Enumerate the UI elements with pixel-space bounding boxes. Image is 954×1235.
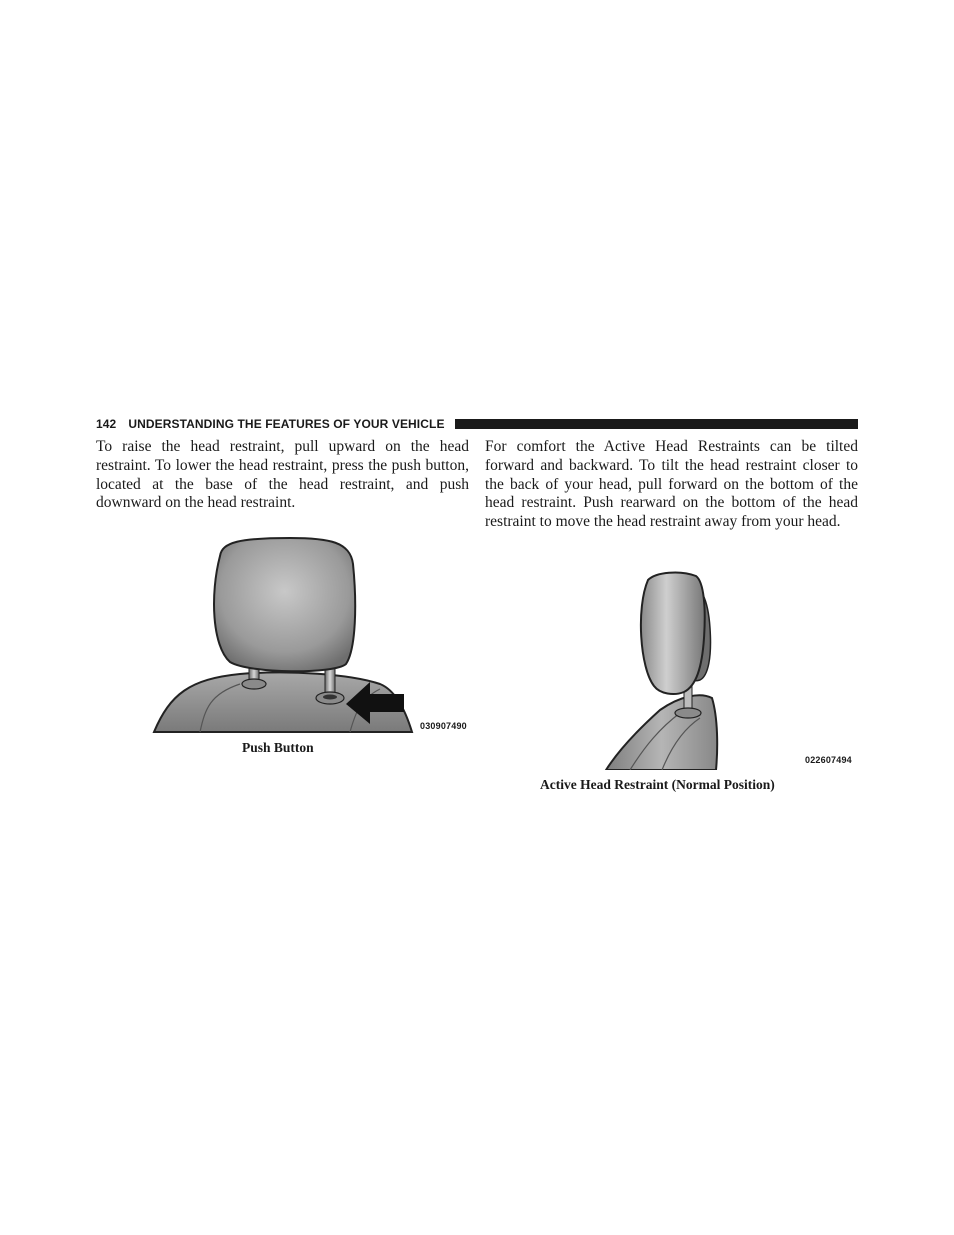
- page-header: [96, 416, 858, 432]
- figure-caption: Active Head Restraint (Normal Position): [540, 777, 775, 792]
- seat-back: [606, 695, 717, 770]
- head-restraint: [214, 538, 355, 671]
- section-title: UNDERSTANDING THE FEATURES OF YOUR VEHICLE: [128, 417, 445, 431]
- left-paragraph: To raise the head restraint, pull upward on the head restraint. To lower the head restraint, press the push button, located at the base of the head restraint, and push downward on the head restraint.: [96, 438, 469, 512]
- active-head-restraint-illustration: [600, 568, 858, 770]
- right-paragraph: For comfort the Active Head Restraints can be tilted forward and backward. To tilt the head restraint closer to the back of your head, pull forward on the bottom of the head restraint. Push rearward on the bottom of the head restraint to move the head restraint away from your head.: [485, 438, 858, 531]
- header-rule: [455, 419, 858, 429]
- figure-code: 030907490: [420, 721, 467, 731]
- figure-code: 022607494: [805, 755, 852, 765]
- page-number: 142: [96, 417, 117, 431]
- head-restraint: [641, 573, 705, 694]
- figure-caption: Push Button: [242, 740, 314, 755]
- push-button-illustration: [150, 534, 470, 734]
